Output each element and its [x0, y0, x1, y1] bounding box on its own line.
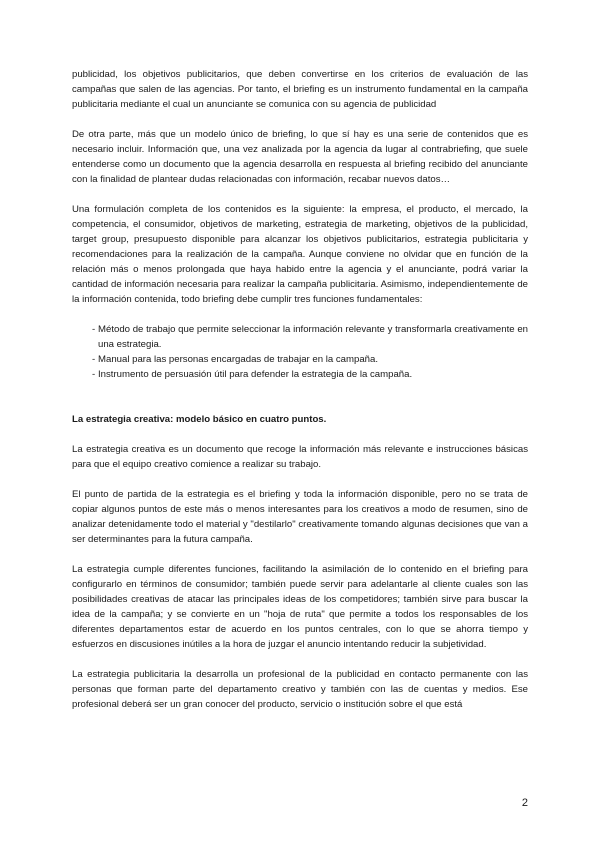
list-item-text: Método de trabajo que permite seleccionar la información relevante y transformarla creativamente en una estrategia. — [98, 324, 528, 350]
functions-list — [72, 322, 528, 382]
section-heading: La estrategia creativa: modelo básico en cuatro puntos. — [72, 414, 327, 425]
list-item-text: Manual para las personas encargadas de trabajar en la campaña. — [98, 354, 378, 365]
document-page — [72, 67, 528, 727]
list-item-text: Instrumento de persuasión útil para defender la estrategia de la campaña. — [98, 369, 413, 380]
paragraph-briefing-intro: publicidad, los objetivos publicitarios, que deben convertirse en los criterios de evaluación de las campañas que salen de las agencias. Por tanto, el briefing es un instrumento fundamental en la campaña publicitaria mediante el cual un anunciante se comunica con su agencia de publicidad — [72, 69, 528, 110]
paragraph-creative-strategy: La estrategia creativa es un documento que recoge la información más relevante e instrucciones básicas para que el equipo creativo comience a realizar su trabajo. — [72, 444, 528, 470]
paragraph-functions: La estrategia cumple diferentes funciones, facilitando la asimilación de lo contenido en el briefing para configurarlo en términos de consumidor; también puede servir para adelantarle al cliente cuales son las posibilidades creativas de atacar las principales ideas de los competidores; también sirve para buscar la idea de la campaña; y se convierte en un "hoja de ruta" que permite a todos los responsables de los diferentes departamentos estar de acuerdo en los puntos centrales, con lo que se ahorra tiempo y esfuerzos en discusiones inútiles a la hora de juzgar el anuncio intentando reducir la subjetividad. — [72, 564, 528, 650]
list-dash: - — [92, 354, 96, 365]
list-dash: - — [92, 369, 96, 380]
list-item — [72, 367, 528, 382]
list-item — [72, 352, 528, 367]
paragraph-professional: La estrategia publicitaria la desarrolla un profesional de la publicidad en contacto permanente con las personas que forman parte del departamento creativo y también con las de cuentas y medios. Ese profesional deberá ser un gran conocer del producto, servicio o institución sobre el que está — [72, 669, 528, 710]
paragraph-starting-point: El punto de partida de la estrategia es el briefing y toda la información disponible, pero no se trata de copiar algunos puntos de este más o menos interesantes para los creativos a modo de resumen, sino de analizar detenidamente todo el material y "destilarlo" creativamente tomando algunas decisiones que van a ser determinantes para la futura campaña. — [72, 489, 528, 545]
list-dash: - — [92, 324, 96, 335]
paragraph-contents-list: Una formulación completa de los contenidos es la siguiente: la empresa, el producto, el mercado, la competencia, el consumidor, objetivos de marketing, estrategia de marketing, objetivos de la publicidad, target group, presupuesto disponible para alcanzar los objetivos publicitarios, estrategia publicitaria y recomendaciones para la realización de la campaña. Aunque conviene no olvidar que en función de la relación más o menos prolongada que haya habido entre la agencia y el anunciante, podrá variar la cantidad de información necesaria para realizar la campaña publicitaria. Asimismo, independientemente de la información contenida, todo briefing debe cumplir tres funciones fundamentales: — [72, 204, 528, 305]
list-item — [72, 322, 528, 352]
paragraph-contrabriefing: De otra parte, más que un modelo único de briefing, lo que sí hay es una serie de contenidos que es necesario incluir. Información que, una vez analizada por la agencia da lugar al contrabriefing, que suele entenderse como un documento que la agencia desarrolla en respuesta al briefing recibido del anunciante con la finalidad de plantear dudas relacionadas con información, recabar nuevos datos… — [72, 129, 528, 185]
page-number: 2 — [521, 797, 528, 809]
